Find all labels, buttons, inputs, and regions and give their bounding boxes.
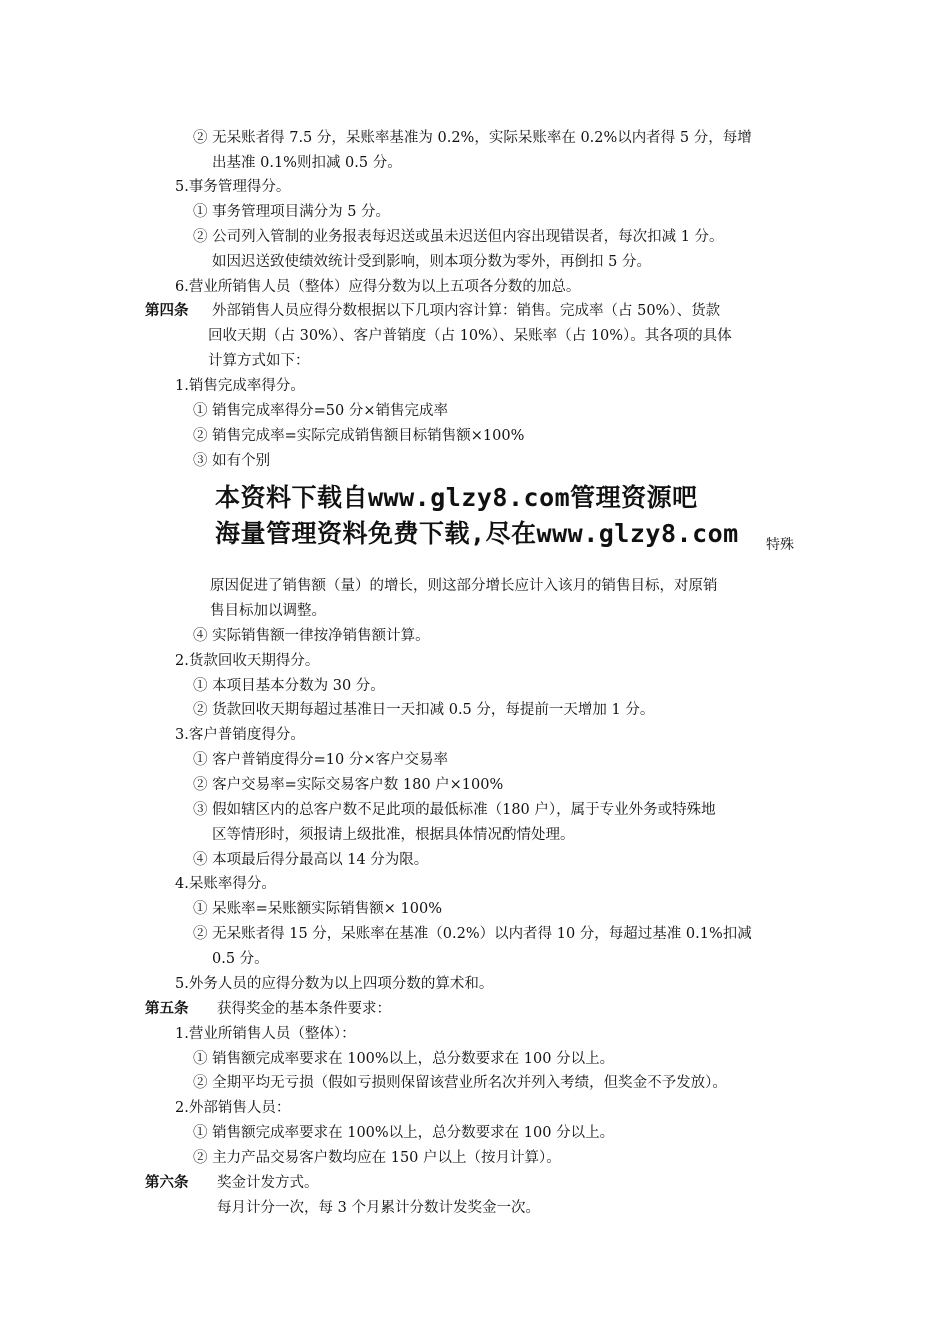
text-line: 0.5 分。 xyxy=(212,951,269,967)
text-line: 原因促进了销售额（量）的增长，则这部分增长应计入该月的销售目标，对原销 xyxy=(210,578,718,594)
text-line: ① 事务管理项目满分为 5 分。 xyxy=(193,204,391,220)
text-line: ② 货款回收天期每超过基准日一天扣减 0.5 分，每提前一天增加 1 分。 xyxy=(193,702,655,718)
watermark-line-1: 本资料下载自www.glzy8.com管理资源吧 xyxy=(215,483,698,512)
text-line: ② 主力产品交易客户数均应在 150 户以上（按月计算）。 xyxy=(193,1150,561,1166)
text-line: ③ 如有个别 xyxy=(193,453,271,469)
watermark-line-2: 海量管理资料免费下载,尽在www.glzy8.com xyxy=(215,519,739,548)
text-line: ① 销售额完成率要求在 100%以上，总分数要求在 100 分以上。 xyxy=(193,1125,615,1141)
text-line: ① 本项目基本分数为 30 分。 xyxy=(193,678,385,694)
article-label: 第六条 xyxy=(145,1175,189,1191)
text-line: 回收天期（占 30%）、客户普销度（占 10%）、呆账率（占 10%）。其各项的具体 xyxy=(208,328,732,344)
text-line: 出基准 0.1%则扣减 0.5 分。 xyxy=(212,155,402,171)
text-line: ② 全期平均无亏损（假如亏损则保留该营业所名次并列入考绩，但奖金不予发放）。 xyxy=(193,1075,727,1091)
watermark-trailing-text: 特殊 xyxy=(766,537,794,553)
section-heading: 6.营业所销售人员（整体）应得分数为以上五项各分数的加总。 xyxy=(175,279,581,295)
section-heading: 3.客户普销度得分。 xyxy=(175,727,305,743)
text-line: 每月计分一次，每 3 个月累计分数计发奖金一次。 xyxy=(217,1200,540,1216)
text-line: ① 销售完成率得分=50 分×销售完成率 xyxy=(193,403,448,419)
text-line: ④ 实际销售额一律按净销售额计算。 xyxy=(193,628,430,644)
text-line: ③ 假如辖区内的总客户数不足此项的最低标准（180 户），属于专业外务或特殊地 xyxy=(193,802,716,818)
text-line: ① 销售额完成率要求在 100%以上，总分数要求在 100 分以上。 xyxy=(193,1051,615,1067)
text-line: 获得奖金的基本条件要求： xyxy=(217,1001,391,1017)
text-line: ① 呆账率=呆账额实际销售额× 100% xyxy=(193,901,442,917)
section-heading: 1.营业所销售人员（整体）： xyxy=(175,1026,356,1042)
section-heading: 2.外部销售人员： xyxy=(175,1100,291,1116)
text-line: 售目标加以调整。 xyxy=(210,603,326,619)
section-heading: 5.事务管理得分。 xyxy=(175,179,291,195)
article-label: 第五条 xyxy=(145,1001,189,1017)
text-line: 计算方式如下： xyxy=(208,353,310,369)
text-line: 区等情形时，须报请上级批准，根据具体情况酌情处理。 xyxy=(212,827,575,843)
section-heading: 5.外务人员的应得分数为以上四项分数的算术和。 xyxy=(175,976,494,992)
text-line: ② 无呆账者得 15 分，呆账率在基准（0.2%）以内者得 10 分，每超过基准 0.1%扣减 xyxy=(193,926,752,942)
text-line: ② 公司列入管制的业务报表每迟送或虽未迟送但内容出现错误者，每次扣减 1 分。 xyxy=(193,229,724,245)
text-line: 外部销售人员应得分数根据以下几项内容计算：销售。完成率（占 50%）、货款 xyxy=(212,303,721,319)
text-line: ① 客户普销度得分=10 分×客户交易率 xyxy=(193,752,448,768)
text-line: 奖金计发方式。 xyxy=(217,1175,319,1191)
section-heading: 4.呆账率得分。 xyxy=(175,876,276,892)
text-line: ② 销售完成率=实际完成销售额目标销售额×100% xyxy=(193,428,525,444)
text-line: ② 无呆账者得 7.5 分，呆账率基准为 0.2%，实际呆账率在 0.2%以内者得 5 分，每增 xyxy=(193,130,752,146)
text-line: ② 客户交易率=实际交易客户数 180 户×100% xyxy=(193,777,504,793)
section-heading: 1.销售完成率得分。 xyxy=(175,378,305,394)
text-line: ④ 本项最后得分最高以 14 分为限。 xyxy=(193,852,429,868)
section-heading: 2.货款回收天期得分。 xyxy=(175,653,320,669)
text-line: 如因迟送致使绩效统计受到影响，则本项分数为零外，再倒扣 5 分。 xyxy=(212,254,651,270)
article-label: 第四条 xyxy=(145,303,189,319)
